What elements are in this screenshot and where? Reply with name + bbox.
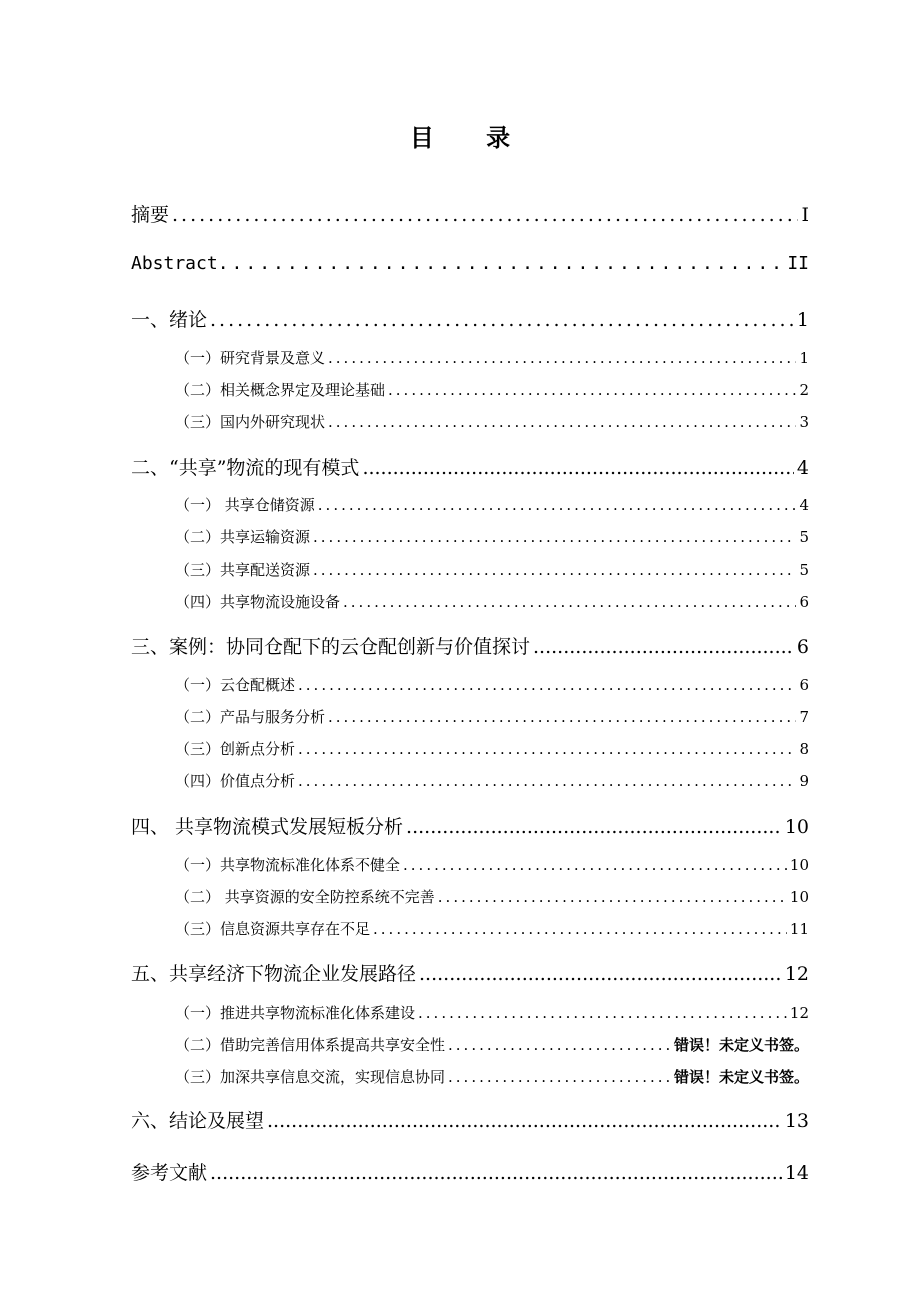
toc-entry[interactable] xyxy=(131,200,809,227)
toc-leader xyxy=(298,740,796,758)
toc-entry-page: 6 xyxy=(799,676,809,694)
toc-entry-page: 6 xyxy=(799,593,809,611)
toc-entry[interactable] xyxy=(175,854,809,875)
toc-entry-label: 三、案例：协同仓配下的云仓配创新与价值探讨 xyxy=(131,636,531,658)
toc-entry-page: 5 xyxy=(799,561,809,579)
toc-leader xyxy=(210,1162,782,1184)
toc-entry[interactable] xyxy=(175,706,809,727)
toc-leader xyxy=(418,1004,787,1022)
toc-leader xyxy=(318,496,797,514)
toc-entry-label: （三）信息资源共享存在不足 xyxy=(175,920,371,938)
toc-leader xyxy=(232,253,785,274)
toc-leader xyxy=(448,1068,671,1086)
toc-entry[interactable] xyxy=(131,1158,809,1185)
toc-entry-page: 13 xyxy=(784,1110,809,1132)
toc-entry[interactable] xyxy=(175,770,809,791)
toc-entry-page: 10 xyxy=(789,856,809,874)
toc-entry-page: 5 xyxy=(799,528,809,546)
toc-entry[interactable] xyxy=(175,1034,809,1055)
toc-leader xyxy=(406,816,782,838)
toc-entry[interactable] xyxy=(131,812,809,839)
toc-entry-label: （三）国内外研究现状 xyxy=(175,413,326,431)
toc-entry-page: 11 xyxy=(789,920,809,938)
toc-leader xyxy=(313,561,796,579)
toc-entry-label: （二）共享运输资源 xyxy=(175,528,311,546)
toc-entry[interactable] xyxy=(131,305,809,332)
toc-leader xyxy=(419,963,782,985)
toc-title: 目 录 xyxy=(409,123,533,152)
toc-leader xyxy=(448,1036,671,1054)
toc-leader xyxy=(438,888,787,906)
toc-entry-page-error: 错误！未定义书签。 xyxy=(673,1068,809,1086)
toc-entry[interactable] xyxy=(175,347,809,368)
toc-entry-label: （三）共享配送资源 xyxy=(175,561,311,579)
toc-entry-page: 7 xyxy=(799,708,809,726)
toc-entry-page: 4 xyxy=(799,496,809,514)
toc-entry[interactable] xyxy=(175,1066,809,1087)
toc-entry[interactable] xyxy=(175,886,809,907)
toc-entry[interactable] xyxy=(131,453,809,480)
toc-leader xyxy=(172,204,798,226)
toc-leader xyxy=(298,772,796,790)
toc-entry[interactable] xyxy=(175,738,809,759)
toc-leader xyxy=(388,381,796,399)
toc-entry[interactable] xyxy=(175,1002,809,1023)
toc-entry-label: Abstract. xyxy=(131,253,229,274)
toc-leader xyxy=(403,856,787,874)
toc-entry-page: 1 xyxy=(796,309,809,331)
toc-entry-page: I xyxy=(801,204,809,226)
toc-entry[interactable] xyxy=(175,559,809,580)
toc-entry-page: 3 xyxy=(799,413,809,431)
toc-entry-page: 2 xyxy=(799,381,809,399)
toc-entry-page: 1 xyxy=(799,349,809,367)
toc-leader xyxy=(362,457,793,479)
toc-entry-label: （二） 共享资源的安全防控系统不完善 xyxy=(175,888,435,906)
toc-entry-page: II xyxy=(787,253,809,274)
toc-entry[interactable] xyxy=(175,494,809,515)
toc-entry-label: 六、结论及展望 xyxy=(131,1110,265,1132)
toc-entry[interactable] xyxy=(131,1106,809,1133)
toc-entry-label: 二、“共享”物流的现有模式 xyxy=(131,457,360,479)
toc-entry[interactable] xyxy=(175,591,809,612)
toc-leader xyxy=(328,349,796,367)
toc-entry-label: 一、绪论 xyxy=(131,309,208,331)
toc-entry[interactable] xyxy=(175,674,809,695)
toc-entry-page: 12 xyxy=(789,1004,809,1022)
toc-entry[interactable] xyxy=(131,959,809,986)
toc-entry-label: （一）云仓配概述 xyxy=(175,676,296,694)
toc-entry-page: 6 xyxy=(796,636,809,658)
toc-entry[interactable] xyxy=(131,253,809,274)
toc-entry-label: 摘要 xyxy=(131,204,170,226)
toc-leader xyxy=(328,413,796,431)
toc-entry[interactable] xyxy=(175,526,809,547)
toc-entry-label: （一）研究背景及意义 xyxy=(175,349,326,367)
toc-entry-page: 12 xyxy=(784,963,809,985)
toc-entry-label: 四、 共享物流模式发展短板分析 xyxy=(131,816,404,838)
toc-entry-label: （二）相关概念界定及理论基础 xyxy=(175,381,386,399)
toc-entry-label: （一）推进共享物流标准化体系建设 xyxy=(175,1004,416,1022)
toc-entry[interactable] xyxy=(175,379,809,400)
toc-entry-page: 4 xyxy=(796,457,809,479)
toc-entry[interactable] xyxy=(131,632,809,659)
toc-entry-label: 参考文献 xyxy=(131,1162,208,1184)
toc-entry-label: （二）借助完善信用体系提高共享安全性 xyxy=(175,1036,446,1054)
toc-entry-page: 10 xyxy=(789,888,809,906)
toc-leader xyxy=(343,593,796,611)
toc-leader xyxy=(328,708,796,726)
toc-leader xyxy=(298,676,796,694)
toc-leader xyxy=(533,636,794,658)
toc-entry[interactable] xyxy=(175,918,809,939)
toc-entry-page: 14 xyxy=(784,1162,809,1184)
toc-entry-label: （一）共享物流标准化体系不健全 xyxy=(175,856,401,874)
toc-leader xyxy=(210,309,794,331)
toc-entry-label: （二）产品与服务分析 xyxy=(175,708,326,726)
toc-entry-page: 8 xyxy=(799,740,809,758)
toc-leader xyxy=(267,1110,782,1132)
toc-entry-label: （一） 共享仓储资源 xyxy=(175,496,315,514)
toc-entry-page: 9 xyxy=(799,772,809,790)
toc-entry-page-error: 错误！未定义书签。 xyxy=(673,1036,809,1054)
toc-leader xyxy=(373,920,787,938)
toc-entry-page: 10 xyxy=(784,816,809,838)
toc-entry-label: （三）创新点分析 xyxy=(175,740,296,758)
toc-entry-label: （三）加深共享信息交流，实现信息协同 xyxy=(175,1068,446,1086)
toc-entry-label: 五、共享经济下物流企业发展路径 xyxy=(131,963,417,985)
toc-entry-label: （四）共享物流设施设备 xyxy=(175,593,341,611)
toc-leader xyxy=(313,528,796,546)
toc-entry-label: （四）价值点分析 xyxy=(175,772,296,790)
toc-entry[interactable] xyxy=(175,411,809,432)
